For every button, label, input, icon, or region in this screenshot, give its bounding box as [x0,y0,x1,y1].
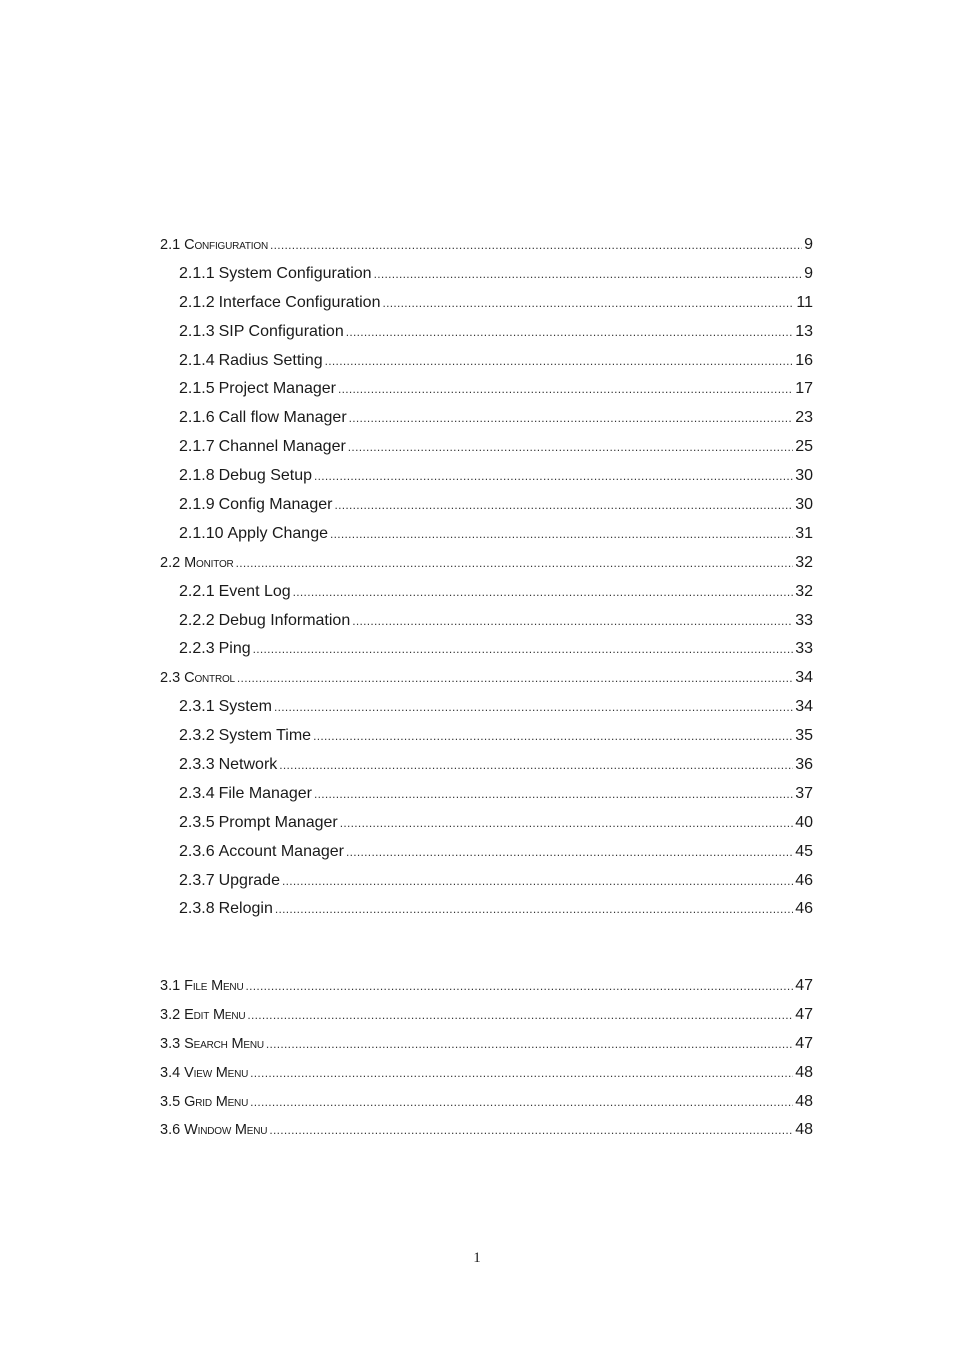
dot-leader [346,318,793,347]
toc-section-3 [160,972,813,1145]
dot-leader [314,462,793,491]
toc-entry-number: 2.3.2 [179,727,215,745]
toc-entry-title: Window Menu [184,1122,268,1139]
toc-entry-page: 17 [795,380,813,398]
toc-entry[interactable] [160,1116,813,1145]
toc-entry-title: Config Manager [218,496,333,514]
dot-leader [382,289,794,318]
toc-section-2 [160,231,813,924]
dot-leader [325,347,794,376]
toc-entry-number: 2.3.7 [179,871,215,889]
dot-leader [250,1059,793,1088]
toc-entry-title: Debug Information [218,611,351,629]
toc-entry-number: 2.1.10 [179,524,224,542]
toc-entry-title: Network [218,756,278,774]
dot-leader [279,751,793,780]
toc-entry-number: 2.1.1 [179,264,215,282]
toc-entry-title: Upgrade [218,871,280,889]
toc-entry-page: 40 [795,813,813,831]
toc-entry-number: 2.2.3 [179,640,215,658]
toc-entry[interactable] [160,607,813,636]
toc-entry-number: 3.4 [160,1064,181,1081]
toc-entry-page: 48 [795,1063,813,1081]
toc-entry-number: 3.1 [160,978,181,994]
toc-entry-title: Ping [218,640,251,658]
dot-leader [352,607,793,636]
dot-leader [236,549,794,578]
dot-leader [314,780,793,809]
toc-entry-title: Search Menu [184,1035,264,1052]
toc-entry[interactable] [160,1001,813,1030]
toc-entry[interactable] [160,1059,813,1088]
toc-entry-page: 46 [795,871,813,889]
dot-leader [253,635,794,664]
toc-entry-page: 16 [795,351,813,369]
dot-leader [338,375,793,404]
toc-entry-title: System Time [218,727,312,745]
dot-leader [313,722,793,751]
dot-leader [293,578,794,607]
toc-entry-title: Project Manager [218,380,336,398]
toc-entry-page: 9 [804,264,813,282]
toc-entry-page: 33 [795,640,813,658]
toc-entry-number: 2.3 [160,670,181,687]
toc-entry-number: 2.1.2 [179,293,215,311]
toc-entry[interactable] [160,780,813,809]
toc-entry[interactable] [160,1088,813,1117]
toc-entry-page: 31 [795,524,813,542]
toc-entry-number: 2.3.4 [179,784,215,802]
toc-entry-page: 30 [795,496,813,514]
toc-entry[interactable] [160,578,813,607]
toc-entry-number: 2.2.2 [179,611,215,629]
toc-entry-number: 2.1.8 [179,467,215,485]
toc-entry-title: Relogin [218,900,273,918]
toc-entry-page: 11 [796,293,813,311]
dot-leader [266,1030,793,1059]
toc-entry-page: 47 [795,977,813,994]
toc-entry-page: 25 [795,438,813,456]
toc-entry-title: File Manager [218,784,312,802]
toc-entry-number: 3.5 [160,1093,181,1110]
dot-leader [250,1088,793,1117]
dot-leader [348,433,793,462]
toc-entry-number: 2.3.5 [179,813,215,831]
toc-entry-page: 37 [795,784,813,802]
toc-entry[interactable] [160,491,813,520]
dot-leader [237,664,793,693]
toc-entry-number: 2.3.6 [179,842,215,860]
toc-entry-page: 32 [795,582,813,600]
toc-entry-page: 9 [804,236,813,253]
toc-entry[interactable] [160,289,813,318]
toc-entry-number: 2.1.5 [179,380,215,398]
toc-entry[interactable] [160,375,813,404]
toc-entry-page: 33 [795,611,813,629]
toc-entry[interactable] [160,722,813,751]
toc-entry-number: 2.1.4 [179,351,215,369]
toc-entry-title: Monitor [184,554,234,571]
toc-entry-page: 48 [795,1121,813,1139]
toc-entry-page: 45 [795,842,813,860]
toc-entry-title: File Menu [184,978,244,994]
toc-entry-page: 47 [795,1005,813,1023]
toc-entry[interactable] [160,433,813,462]
dot-leader [247,1001,793,1030]
toc-entry[interactable] [160,1030,813,1059]
toc-entry[interactable] [160,867,813,896]
toc-entry-title: Configuration [184,237,268,253]
dot-leader [334,491,793,520]
toc-entry-number: 2.3.8 [179,900,215,918]
toc-entry-title: Call flow Manager [218,409,347,427]
toc-entry-title: Channel Manager [218,438,346,456]
dot-leader [330,520,793,549]
toc-entry[interactable] [160,664,813,693]
toc-entry-page: 23 [795,409,813,427]
toc-entry-number: 2.1.7 [179,438,215,456]
toc-entry-page: 32 [795,553,813,571]
toc-entry-page: 34 [795,698,813,716]
toc-entry-title: Edit Menu [184,1006,246,1023]
dot-leader [374,260,803,289]
toc-entry-title: Apply Change [227,524,328,542]
page-number: 1 [473,1250,481,1266]
toc-entry[interactable] [160,260,813,289]
toc-entry-page: 47 [795,1034,813,1052]
toc-entry[interactable] [160,751,813,780]
toc-entry-page: 36 [795,756,813,774]
toc-entry-number: 2.1.3 [179,322,215,340]
toc-entry-page: 30 [795,467,813,485]
toc-entry-title: System [218,698,272,716]
toc-entry[interactable] [160,404,813,433]
toc-entry-page: 35 [795,727,813,745]
toc-entry-number: 3.2 [160,1006,181,1023]
toc-entry-page: 13 [795,322,813,340]
toc-entry-title: Grid Menu [184,1093,249,1110]
toc-entry-page: 34 [795,669,813,687]
toc-entry-number: 3.3 [160,1035,181,1052]
toc-entry-number: 2.3.3 [179,756,215,774]
toc-entry[interactable] [160,838,813,867]
toc-entry-title: Prompt Manager [218,813,338,831]
toc-entry[interactable] [160,520,813,549]
dot-leader [275,895,793,924]
toc-entry-title: View Menu [184,1064,249,1081]
toc-entry[interactable] [160,809,813,838]
dot-leader [269,1116,793,1145]
toc-entry[interactable] [160,462,813,491]
dot-leader [340,809,793,838]
toc-entry[interactable] [160,318,813,347]
toc-entry-number: 2.1 [160,237,181,253]
toc-entry-title: Account Manager [218,842,344,860]
toc-entry-number: 2.3.1 [179,698,215,716]
toc-entry[interactable] [160,693,813,722]
toc-entry-title: SIP Configuration [218,322,344,340]
toc-entry-title: System Configuration [218,264,372,282]
dot-leader [274,693,793,722]
dot-leader [349,404,794,433]
toc-entry[interactable] [160,549,813,578]
toc-entry-title: Event Log [218,582,291,600]
toc-entry-title: Interface Configuration [218,293,381,311]
toc-entry[interactable] [160,972,813,1001]
dot-leader [245,972,793,1001]
toc-entry-title: Control [184,670,235,687]
toc-entry-title: Debug Setup [218,467,312,485]
toc-entry-number: 2.2.1 [179,582,215,600]
toc-entry[interactable] [160,895,813,924]
dot-leader [346,838,793,867]
toc-entry-title: Radius Setting [218,351,323,369]
dot-leader [282,867,793,896]
toc-entry-number: 2.1.6 [179,409,215,427]
dot-leader [270,231,802,260]
toc-entry[interactable] [160,635,813,664]
toc-entry-number: 3.6 [160,1122,181,1139]
toc-entry-page: 48 [795,1092,813,1110]
toc-entry-page: 46 [795,900,813,918]
toc-entry-number: 2.2 [160,554,181,571]
toc-entry[interactable] [160,347,813,376]
toc-entry[interactable] [160,231,813,260]
toc-entry-number: 2.1.9 [179,496,215,514]
